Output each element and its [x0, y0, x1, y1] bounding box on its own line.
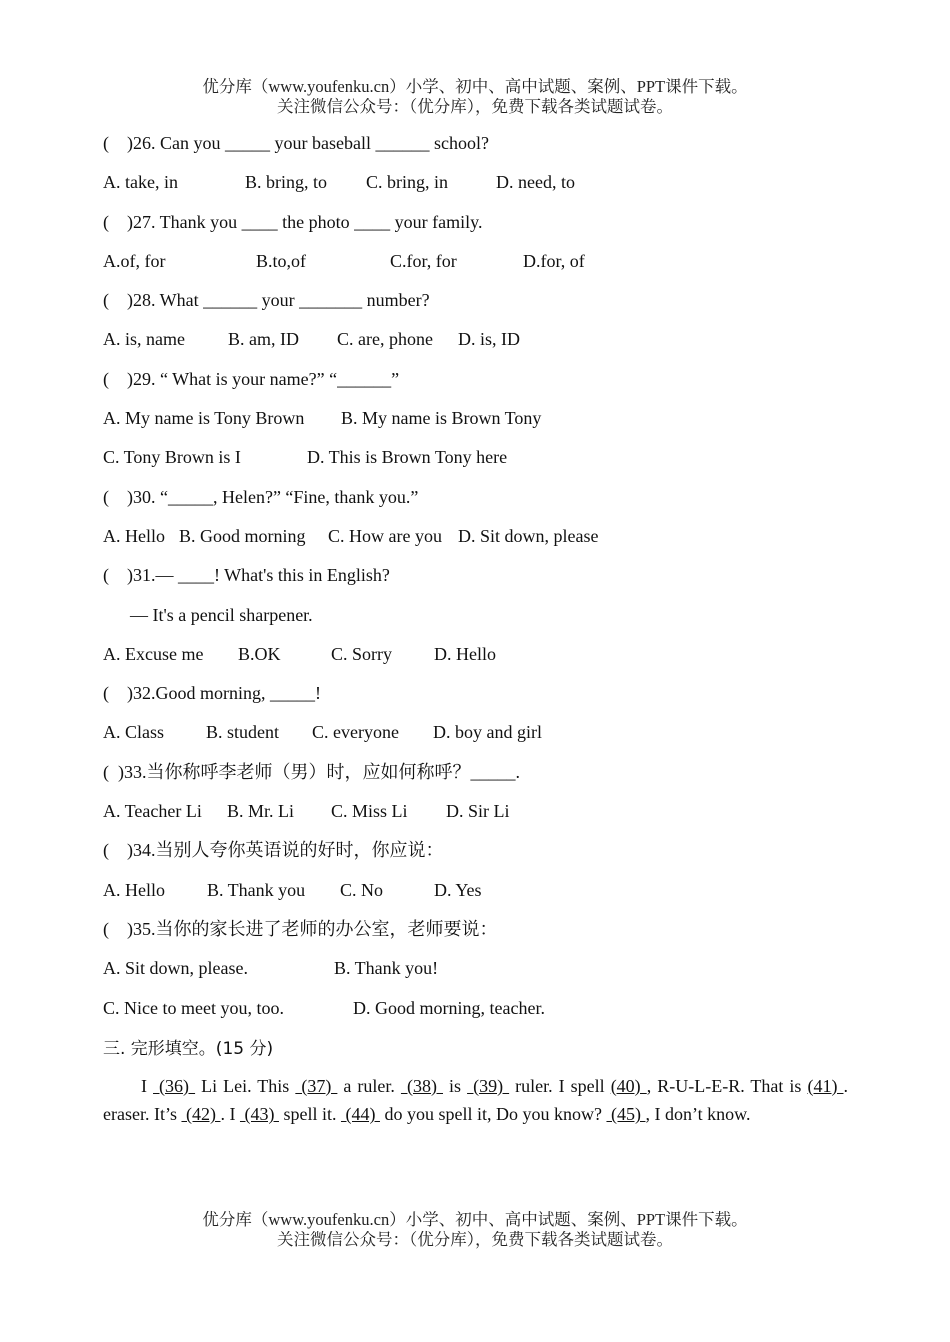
passage-text: spell it.	[278, 1104, 341, 1125]
question-29-options-cd	[103, 438, 848, 477]
option-a: A. Teacher Li	[103, 801, 202, 822]
passage-text: . eraser. It’s	[103, 1075, 848, 1125]
passage-text: ruler. I spell	[509, 1075, 611, 1096]
option-d: D. boy and girl	[433, 722, 542, 743]
blank-39: (39)	[467, 1075, 510, 1096]
option-a: A.of, for	[103, 250, 166, 271]
page-footer	[0, 1210, 950, 1250]
question-list	[103, 124, 848, 1129]
question-34-options	[103, 871, 848, 910]
option-d: D. This is Brown Tony here	[307, 447, 508, 468]
option-b: B. am, ID	[228, 329, 299, 350]
section-3-title: 三. 完形填空。(15 分)	[103, 1038, 274, 1059]
passage-text: , I don’t know.	[645, 1104, 751, 1125]
blank-37: (37)	[295, 1075, 338, 1096]
passage-text: is	[443, 1075, 468, 1096]
page-header	[0, 77, 950, 117]
question-31-reply: — It's a pencil sharpener.	[130, 604, 313, 625]
question-35-stem: ( )35.当你的家长进了老师的办公室，老师要说：	[103, 918, 498, 939]
question-33-options	[103, 792, 848, 831]
option-b: B. Thank you!	[334, 958, 439, 979]
question-32-stem: ( )32.Good morning, _____!	[103, 683, 321, 704]
question-29-stem: ( )29. “ What is your name?” “______”	[103, 368, 400, 389]
question-29-options-ab	[103, 399, 848, 438]
option-b: B. Mr. Li	[227, 801, 295, 822]
option-a: A. Hello	[103, 525, 165, 546]
option-c: C. Nice to meet you, too.	[103, 997, 284, 1018]
question-35-options-cd	[103, 989, 848, 1028]
question-31-stem: ( )31.— ____! What's this in English?	[103, 565, 390, 586]
passage-text: Li Lei. This	[195, 1075, 296, 1096]
footer-line-2: 关注微信公众号：（优分库），免费下载各类试题试卷。	[277, 1230, 673, 1249]
footer-line-1: 优分库（www.youfenku.cn）小学、初中、高中试题、案例、PPT课件下载。	[202, 1210, 748, 1229]
option-a: A. is, name	[103, 329, 185, 350]
option-c: C. No	[340, 879, 384, 900]
option-d: D.for, of	[523, 250, 585, 271]
question-35-options-ab	[103, 949, 848, 988]
option-a: A. Sit down, please.	[103, 958, 248, 979]
blank-36: (36)	[153, 1075, 196, 1096]
blank-40: (40)	[610, 1075, 647, 1096]
option-d: D. Sit down, please	[458, 525, 599, 546]
option-a: A. take, in	[103, 172, 178, 193]
question-28-stem: ( )28. What ______ your _______ number?	[103, 290, 430, 311]
question-30-stem: ( )30. “_____, Helen?” “Fine, thank you.”	[103, 486, 419, 507]
option-b: B.OK	[238, 643, 281, 664]
blank-43: (43)	[239, 1104, 279, 1125]
header-line-2: 关注微信公众号：（优分库），免费下载各类试题试卷。	[277, 97, 673, 116]
blank-44: (44)	[340, 1104, 380, 1125]
option-a: A. My name is Tony Brown	[103, 408, 305, 429]
passage-text: do you spell it, Do you know?	[379, 1104, 607, 1125]
question-26-stem: ( )26. Can you _____ your baseball ______ school?	[103, 133, 489, 153]
option-c: C. Miss Li	[331, 801, 408, 822]
question-33-stem: ( )33.当你称呼李老师（男）时，应如何称呼？_____.	[103, 761, 520, 782]
option-b: B. Thank you	[207, 879, 306, 900]
question-30-options	[103, 517, 848, 556]
question-26-options	[103, 163, 848, 202]
option-d: D. need, to	[496, 172, 575, 193]
option-d: D. Yes	[434, 879, 482, 900]
option-a: A. Hello	[103, 879, 165, 900]
option-b: B. My name is Brown Tony	[341, 408, 542, 429]
blank-41: (41)	[807, 1075, 844, 1096]
passage-text: a ruler.	[337, 1075, 401, 1096]
question-34-stem: ( )34.当别人夸你英语说的好时，你应说：	[103, 840, 444, 861]
passage-text: , R-U-L-E-R. That is	[646, 1075, 808, 1096]
option-d: D. is, ID	[458, 329, 520, 350]
option-d: D. Sir Li	[446, 801, 510, 822]
option-b: B.to,of	[256, 250, 307, 271]
option-a: A. Class	[103, 722, 165, 743]
option-c: C.for, for	[390, 250, 457, 271]
option-b: B. Good morning	[179, 525, 306, 546]
option-d: D. Hello	[434, 643, 496, 664]
question-31-options	[103, 635, 848, 674]
cloze-passage	[103, 1072, 848, 1129]
option-c: C. bring, in	[366, 172, 449, 193]
blank-38: (38)	[400, 1075, 443, 1096]
option-c: C. Sorry	[331, 643, 393, 664]
question-32-options	[103, 713, 848, 752]
option-a: A. Excuse me	[103, 643, 204, 664]
option-c: C. How are you	[328, 525, 442, 546]
option-c: C. Tony Brown is I	[103, 447, 241, 468]
option-d: D. Good morning, teacher.	[353, 997, 545, 1018]
question-28-options	[103, 320, 848, 359]
passage-text: . I	[220, 1104, 240, 1125]
option-b: B. bring, to	[245, 172, 328, 193]
question-27-stem: ( )27. Thank you ____ the photo ____ your family.	[103, 211, 483, 232]
question-27-options	[103, 242, 848, 281]
passage-text: I	[141, 1075, 154, 1096]
blank-45: (45)	[606, 1104, 646, 1125]
header-line-1: 优分库（www.youfenku.cn）小学、初中、高中试题、案例、PPT课件下载。	[202, 77, 748, 96]
option-b: B. student	[206, 722, 280, 743]
option-c: C. everyone	[312, 722, 399, 743]
option-c: C. are, phone	[337, 329, 433, 350]
blank-42: (42)	[181, 1104, 221, 1125]
